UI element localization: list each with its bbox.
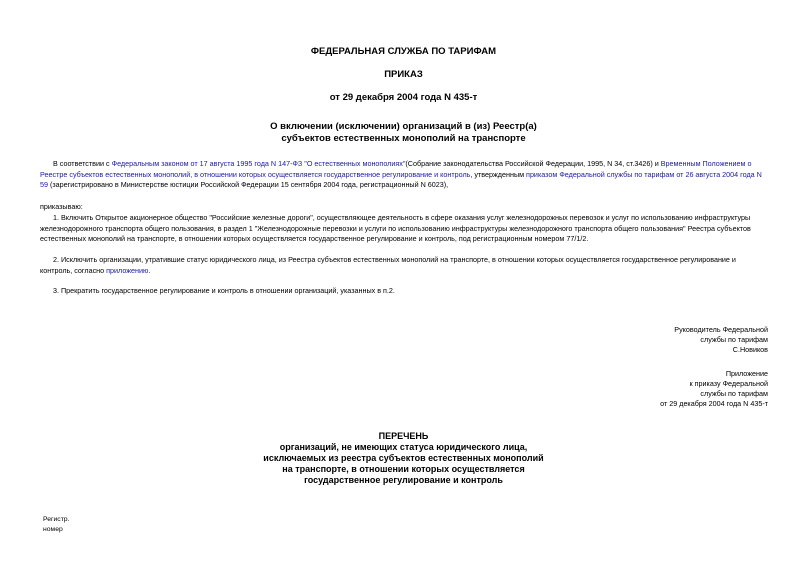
fst-order-link[interactable]: приказом Федеральной службы по тарифам от 26 августа 2004 года N 59 (40, 169, 762, 189)
signature-block (674, 325, 768, 355)
prikazyvayu-label: приказываю: (40, 202, 83, 211)
list-subtitle-2: исключаемых из реестра субъектов естественных монополий (263, 453, 544, 463)
document-type: ПРИКАЗ (384, 69, 423, 80)
list-heading: ПЕРЕЧЕНЬ (378, 431, 429, 441)
federal-law-link[interactable]: Федеральным законом от 17 августа 1995 года N 147-ФЗ "О естественных монополиях" (111, 159, 406, 168)
appendix-label: Приложение (725, 369, 768, 378)
list-subtitle-4: государственное регулирование и контроль (304, 475, 503, 485)
signature-position: Руководитель Федеральной (674, 325, 768, 334)
document-date: от 29 декабря 2004 года N 435-т (329, 92, 478, 103)
appendix-link[interactable]: приложению (106, 265, 149, 275)
appendix-ref-1: к приказу Федеральной (689, 379, 768, 388)
preamble-text: В соответствии с (53, 159, 112, 168)
list-subtitle-3: на транспорте, в отношении которых осуществляется (282, 464, 525, 474)
order-item-2 (40, 255, 770, 276)
title-line-1: О включении (исключении) организаций в (из) Реестр(а) (270, 121, 537, 132)
list-subtitle-1: организаций, не имеющих статуса юридического лица, (279, 442, 528, 452)
item-2-text: 2. Исключить организации, утратившие статус юридического лица, из Реестра субъектов естественных монополий на транспорте, в отношении которых осуществляется государственное регулирование и контроль, согласно (40, 255, 736, 275)
preamble-text: (Собрание законодательства Российской Федерации, 1995, N 34, ст.3426) и (405, 159, 661, 168)
agency-name: ФЕДЕРАЛЬНАЯ СЛУЖБА ПО ТАРИФАМ (310, 46, 497, 57)
preamble-text: , утвержденным (470, 169, 527, 179)
table-header-regnum (43, 515, 69, 535)
temporary-regulation-link[interactable]: Временным Положением о Реестре субъектов естественных монополий, в отношении которых осуществляется государственное регулирование и контроль (40, 159, 752, 179)
title-line-2: субъектов естественных монополий на транспорте (281, 133, 526, 144)
order-item-3: 3. Прекратить государственное регулирование и контроль в отношении организаций, указанных в п.2. (53, 286, 395, 295)
signature-name: С.Новиков (732, 345, 768, 354)
table-header-line-2: номер (43, 526, 63, 533)
order-item-1: 1. Включить Открытое акционерное общество "Российские железные дороги", осуществляющее деятельность в сфере оказания услуг железнодорожных перевозок и услуг по использованию инфраструктуры железнодорожного транспорта общего пользования, в раздел 1 "Железнодорожные перевозки и услуги по использованию инфраструктуры железнодорожного транспорта общего пользования" Реестра субъектов естественных монополий на транспорте, в отношении которых осуществляется государственное регулирование и контроль, под регистрационным номером 77/1/2. (40, 213, 751, 243)
appendix-ref-date: от 29 декабря 2004 года N 435-т (660, 399, 768, 408)
appendix-block (660, 369, 768, 409)
list-title (0, 431, 807, 486)
item-2-end: . (148, 265, 151, 275)
preamble-paragraph (40, 159, 770, 191)
appendix-ref-2: службы по тарифам (700, 389, 768, 398)
preamble-text: (зарегистрировано в Министерстве юстиции Российской Федерации 15 сентября 2004 года, регистрационный N 6023), (48, 180, 449, 189)
signature-org: службы по тарифам (700, 335, 768, 344)
table-header-line-1: Регистр. (43, 516, 70, 523)
